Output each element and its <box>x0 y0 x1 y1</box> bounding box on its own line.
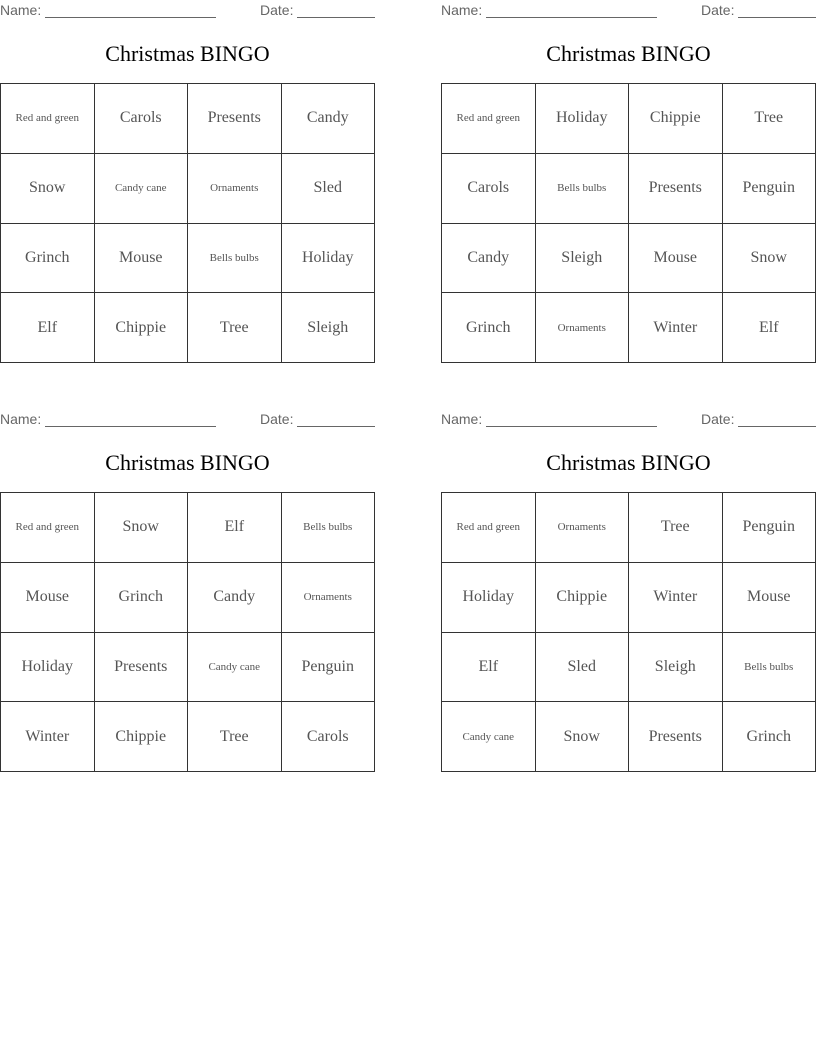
bingo-cell[interactable]: Elf <box>723 293 816 363</box>
bingo-cell[interactable]: Ornaments <box>536 293 630 363</box>
bingo-cell[interactable]: Grinch <box>723 702 816 772</box>
bingo-cell[interactable]: Bells bulbs <box>536 154 630 224</box>
name-label: Name: <box>0 2 42 18</box>
bingo-cell[interactable]: Red and green <box>1 84 95 154</box>
bingo-cell[interactable]: Presents <box>629 154 723 224</box>
bingo-cell[interactable]: Presents <box>629 702 723 772</box>
bingo-cell[interactable]: Winter <box>629 293 723 363</box>
bingo-cell[interactable]: Mouse <box>95 224 189 294</box>
date-field[interactable] <box>738 426 816 427</box>
bingo-card <box>441 0 816 365</box>
bingo-cell[interactable]: Bells bulbs <box>723 633 816 703</box>
bingo-cell[interactable]: Red and green <box>442 493 536 563</box>
bingo-grid <box>0 83 375 363</box>
name-field[interactable] <box>45 426 216 427</box>
bingo-cell[interactable]: Penguin <box>723 493 816 563</box>
bingo-cell[interactable]: Holiday <box>536 84 630 154</box>
bingo-cell[interactable]: Grinch <box>442 293 536 363</box>
bingo-cell[interactable]: Candy cane <box>442 702 536 772</box>
bingo-cell[interactable]: Carols <box>282 702 376 772</box>
bingo-cell[interactable]: Candy cane <box>95 154 189 224</box>
bingo-cell[interactable]: Grinch <box>1 224 95 294</box>
bingo-cell[interactable]: Carols <box>442 154 536 224</box>
bingo-cell[interactable]: Sled <box>536 633 630 703</box>
bingo-cell[interactable]: Candy <box>442 224 536 294</box>
date-field[interactable] <box>297 426 375 427</box>
date-field[interactable] <box>738 17 816 18</box>
date-label: Date: <box>701 411 735 427</box>
bingo-cell[interactable]: Mouse <box>629 224 723 294</box>
name-date-row <box>441 411 816 427</box>
card-title: Christmas BINGO <box>546 41 711 66</box>
bingo-cell[interactable]: Tree <box>629 493 723 563</box>
bingo-cell[interactable]: Candy <box>282 84 376 154</box>
bingo-cell[interactable]: Presents <box>188 84 282 154</box>
bingo-cell[interactable]: Chippie <box>95 702 189 772</box>
bingo-cell[interactable]: Sleigh <box>282 293 376 363</box>
bingo-cell[interactable]: Winter <box>629 563 723 633</box>
bingo-cell[interactable]: Candy cane <box>188 633 282 703</box>
bingo-cell[interactable]: Sled <box>282 154 376 224</box>
bingo-cell[interactable]: Ornaments <box>536 493 630 563</box>
date-label: Date: <box>701 2 735 18</box>
name-field[interactable] <box>486 17 657 18</box>
bingo-cell[interactable]: Candy <box>188 563 282 633</box>
bingo-cell[interactable]: Holiday <box>442 563 536 633</box>
bingo-cell[interactable]: Mouse <box>723 563 816 633</box>
bingo-cell[interactable]: Carols <box>95 84 189 154</box>
bingo-cell[interactable]: Elf <box>188 493 282 563</box>
bingo-cell[interactable]: Sleigh <box>629 633 723 703</box>
name-label: Name: <box>441 411 483 427</box>
bingo-cell[interactable]: Presents <box>95 633 189 703</box>
bingo-cell[interactable]: Elf <box>442 633 536 703</box>
card-title: Christmas BINGO <box>105 450 270 475</box>
bingo-cell[interactable]: Tree <box>188 293 282 363</box>
bingo-cell[interactable]: Red and green <box>442 84 536 154</box>
bingo-cell[interactable]: Snow <box>95 493 189 563</box>
bingo-cell[interactable]: Mouse <box>1 563 95 633</box>
bingo-card <box>441 409 816 774</box>
bingo-cell[interactable]: Elf <box>1 293 95 363</box>
bingo-cell[interactable]: Bells bulbs <box>188 224 282 294</box>
bingo-cell[interactable]: Snow <box>536 702 630 772</box>
bingo-card <box>0 409 375 774</box>
bingo-grid <box>441 83 816 363</box>
bingo-cell[interactable]: Penguin <box>282 633 376 703</box>
bingo-cell[interactable]: Tree <box>188 702 282 772</box>
date-label: Date: <box>260 2 294 18</box>
name-date-row <box>0 2 375 18</box>
name-field[interactable] <box>486 426 657 427</box>
bingo-cell[interactable]: Sleigh <box>536 224 630 294</box>
name-label: Name: <box>0 411 42 427</box>
bingo-cell[interactable]: Chippie <box>95 293 189 363</box>
bingo-cell[interactable]: Grinch <box>95 563 189 633</box>
bingo-cell[interactable]: Tree <box>723 84 816 154</box>
bingo-cell[interactable]: Winter <box>1 702 95 772</box>
bingo-cell[interactable]: Bells bulbs <box>282 493 376 563</box>
bingo-cell[interactable]: Snow <box>723 224 816 294</box>
bingo-cell[interactable]: Chippie <box>629 84 723 154</box>
bingo-cell[interactable]: Holiday <box>282 224 376 294</box>
date-field[interactable] <box>297 17 375 18</box>
name-date-row <box>441 2 816 18</box>
bingo-cell[interactable]: Chippie <box>536 563 630 633</box>
bingo-cell[interactable]: Ornaments <box>282 563 376 633</box>
bingo-cell[interactable]: Penguin <box>723 154 816 224</box>
bingo-cell[interactable]: Ornaments <box>188 154 282 224</box>
bingo-cell[interactable]: Red and green <box>1 493 95 563</box>
name-label: Name: <box>441 2 483 18</box>
bingo-cell[interactable]: Holiday <box>1 633 95 703</box>
name-date-row <box>0 411 375 427</box>
bingo-grid <box>441 492 816 772</box>
bingo-grid <box>0 492 375 772</box>
bingo-card <box>0 0 375 365</box>
date-label: Date: <box>260 411 294 427</box>
card-title: Christmas BINGO <box>546 450 711 475</box>
card-title: Christmas BINGO <box>105 41 270 66</box>
name-field[interactable] <box>45 17 216 18</box>
bingo-cell[interactable]: Snow <box>1 154 95 224</box>
